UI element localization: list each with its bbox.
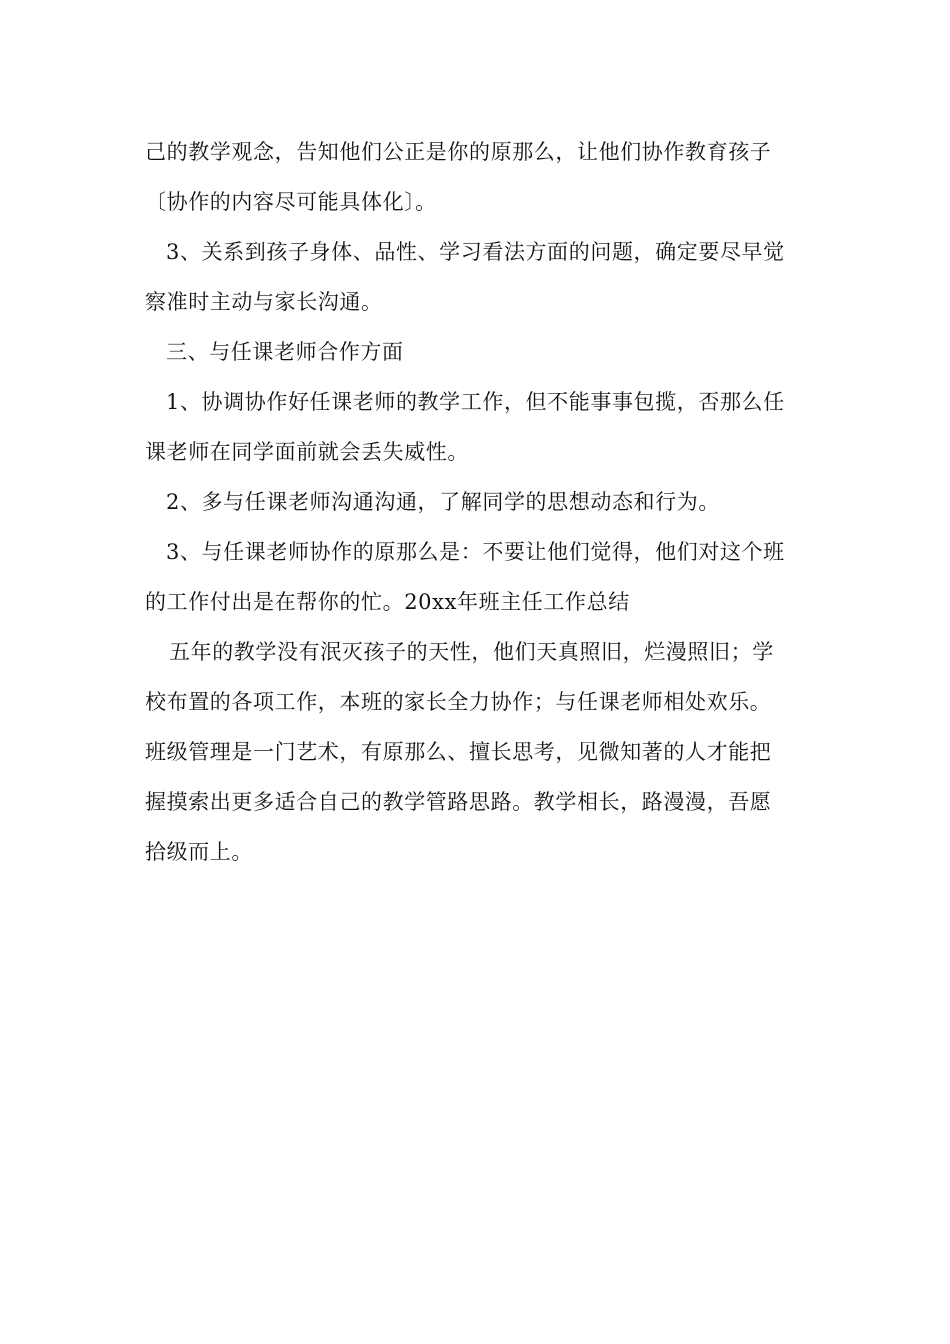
document-body [145,127,810,877]
list-item-line: 1、协调协作好任课老师的教学工作，但不能事事包揽，否那么任 [166,390,785,414]
list-item-line: 3、关系到孩子身体、品性、学习看法方面的问题，确定要尽早觉 [166,240,785,264]
paragraph-line: 〔协作的内容尽可能具体化〕。 [145,190,437,214]
paragraph-line: 班级管理是一门艺术，有原那么、擅长思考，见微知著的人才能把 [145,740,772,764]
paragraph-line: 握摸索出更多适合自己的教学管路思路。教学相长，路漫漫，吾愿 [145,790,772,814]
list-item-line: 2、多与任课老师沟通沟通，了解同学的思想动态和行为。 [166,490,720,514]
paragraph-line: 拾级而上。 [145,840,253,864]
paragraph-line: 察准时主动与家长沟通。 [145,290,383,314]
paragraph-line: 五年的教学没有泯灭孩子的天性，他们天真照旧，烂漫照旧；学 [169,640,774,664]
list-item-line: 3、与任课老师协作的原那么是：不要让他们觉得，他们对这个班 [166,540,785,564]
paragraph-line: 校布置的各项工作，本班的家长全力协作；与任课老师相处欢乐。 [145,690,772,714]
paragraph-line: 的工作付出是在帮你的忙。20xx年班主任工作总结 [145,590,630,614]
paragraph-line: 课老师在同学面前就会丢失威性。 [145,440,469,464]
section-heading: 三、与任课老师合作方面 [166,340,404,364]
paragraph-line: 己的教学观念，告知他们公正是你的原那么，让他们协作教育孩子 [145,140,772,164]
